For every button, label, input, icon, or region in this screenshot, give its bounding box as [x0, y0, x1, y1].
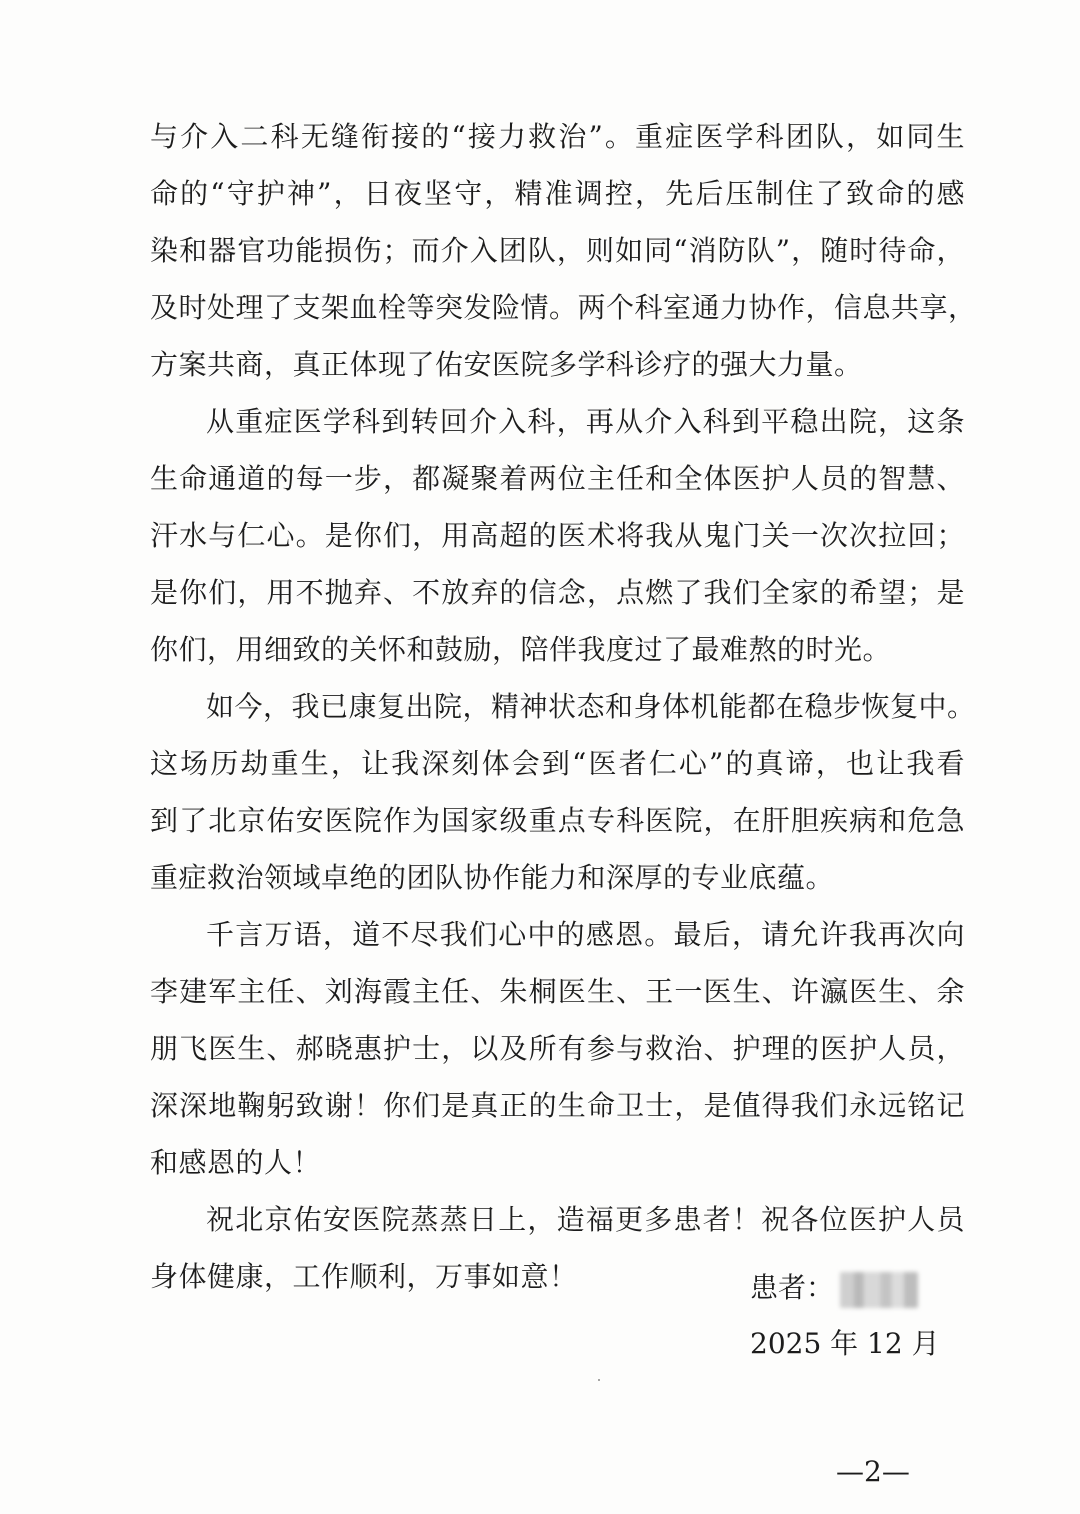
text-line: 汗水与仁心。是你们，用高超的医术将我从鬼门关一次次拉回；: [150, 519, 965, 552]
text-line: 千言万语，道不尽我们心中的感恩。最后，请允许我再次向: [206, 918, 965, 951]
text-line: 方案共商，真正体现了佑安医院多学科诊疗的强大力量。: [150, 348, 863, 381]
text-line: 你们，用细致的关怀和鼓励，陪伴我度过了最难熬的时光。: [150, 633, 892, 666]
text-line: 李建军主任、刘海霞主任、朱桐医生、王一医生、许瀛医生、余: [150, 975, 965, 1008]
scan-speck: [598, 1379, 600, 1381]
text-line: 是你们，用不抛弃、不放弃的信念，点燃了我们全家的希望；是: [150, 576, 965, 609]
text-line: 到了北京佑安医院作为国家级重点专科医院，在肝胆疾病和危急: [150, 804, 965, 837]
text-line: 身体健康，工作顺利，万事如意！: [150, 1260, 578, 1293]
text-line: 命的“守护神”，日夜坚守，精准调控，先后压制住了致命的感: [150, 177, 965, 210]
page-number: —2—: [836, 1455, 910, 1488]
text-line: 与介入二科无缝衔接的“接力救治”。重症医学科团队，如同生: [150, 120, 965, 153]
text-line: 和感恩的人！: [150, 1146, 322, 1179]
signature-line: [750, 1266, 918, 1310]
text-line: 从重症医学科到转回介入科，再从介入科到平稳出院，这条: [206, 405, 965, 438]
text-line: 这场历劫重生，让我深刻体会到“医者仁心”的真谛，也让我看: [150, 747, 965, 780]
redacted-name: [840, 1272, 918, 1308]
text-line: 及时处理了支架血栓等突发险情。两个科室通力协作，信息共享，: [150, 291, 977, 324]
signature-label: 患者：: [750, 1271, 835, 1304]
text-line: 如今，我已康复出院，精神状态和身体机能都在稳步恢复中。: [206, 690, 976, 723]
text-line: 染和器官功能损伤；而介入团队，则如同“消防队”，随时待命，: [150, 234, 965, 267]
text-line: 深深地鞠躬致谢！你们是真正的生命卫士，是值得我们永远铭记: [150, 1089, 965, 1122]
text-line: 朋飞医生、郝晓惠护士，以及所有参与救治、护理的医护人员，: [150, 1032, 965, 1065]
text-line: 祝北京佑安医院蒸蒸日上，造福更多患者！祝各位医护人员: [206, 1203, 965, 1236]
text-line: 重症救治领域卓绝的团队协作能力和深厚的专业底蕴。: [150, 861, 835, 894]
signature-date: 2025 年 12 月: [750, 1327, 940, 1360]
text-line: 生命通道的每一步，都凝聚着两位主任和全体医护人员的智慧、: [150, 462, 965, 495]
